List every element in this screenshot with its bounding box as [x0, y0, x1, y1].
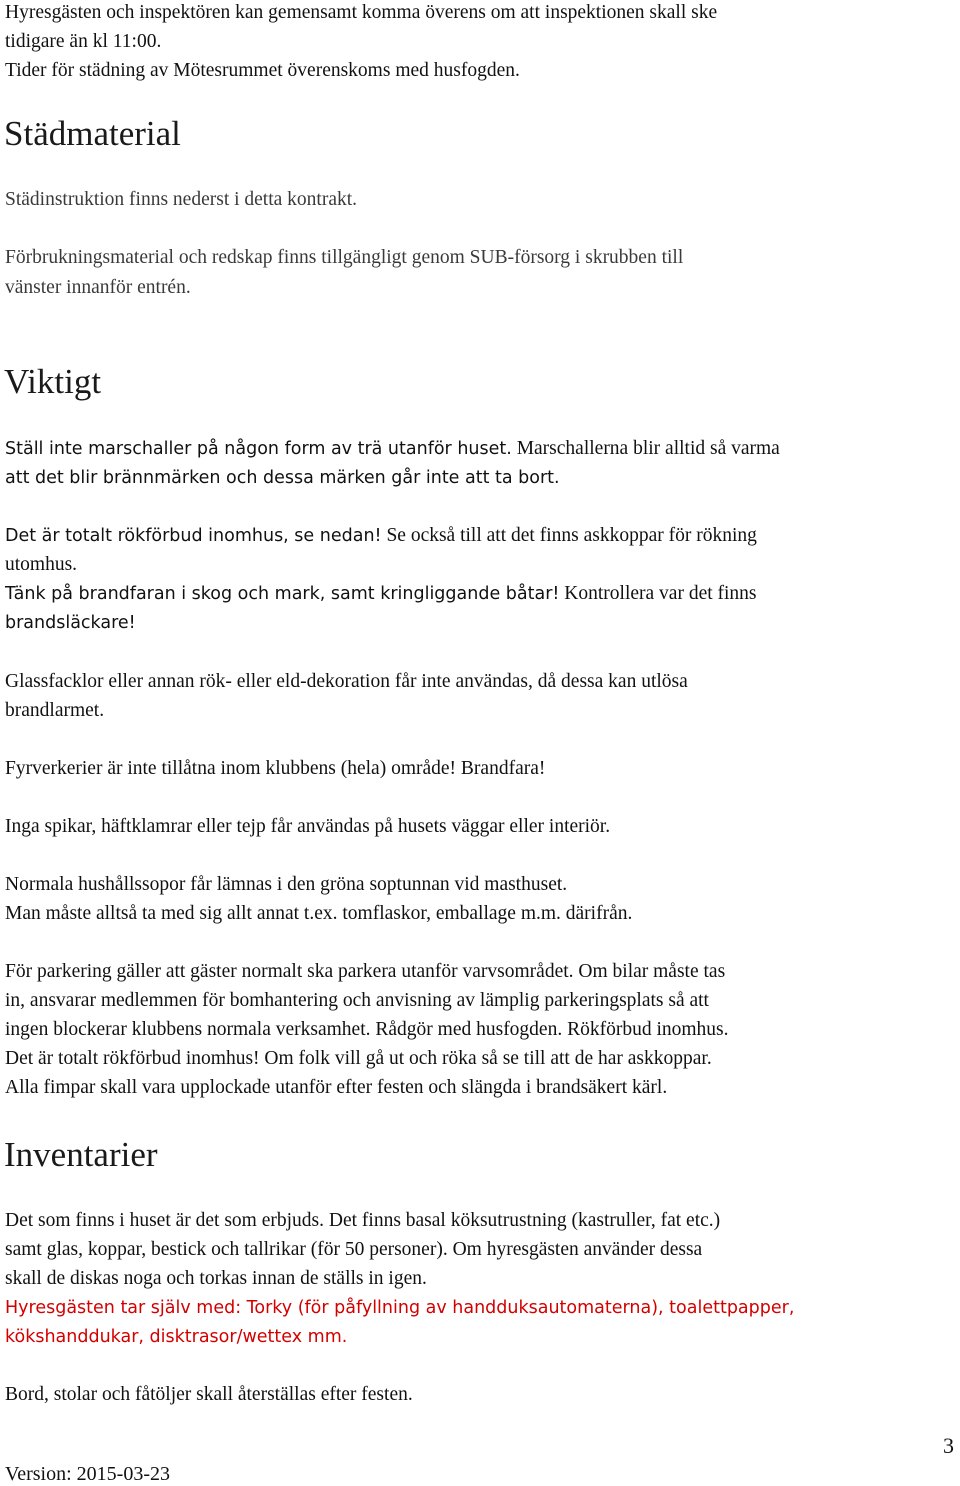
viktigt-p1-line-1b: Marschallerna blir alltid så varma: [511, 438, 780, 459]
viktigt-p7-line-3: ingen blockerar klubbens normala verksamhet. Rådgör med husfogden. Rökförbud inomhus.: [5, 1019, 729, 1040]
heading-viktigt: Viktigt: [4, 362, 102, 401]
inventarier-line-3: skall de diskas noga och torkas innan de ställs in igen.: [5, 1268, 427, 1289]
stadmaterial-line-2: Förbrukningsmaterial och redskap finns tillgängligt genom SUB-försorg i skrubben till: [5, 247, 684, 268]
intro-line-1: Hyresgästen och inspektören kan gemensamt komma överens om att inspektionen skall ske: [5, 2, 718, 23]
inventarier-red-line-2: [5, 1325, 347, 1349]
viktigt-p2-line-1: [5, 524, 757, 548]
inventarier-line-1: Det som finns i huset är det som erbjuds. Det finns basal köksutrustning (kastruller, fat etc.): [5, 1210, 721, 1231]
viktigt-p6-line-1: Normala hushållssopor får lämnas i den gröna soptunnan vid masthuset.: [5, 874, 568, 895]
stadmaterial-line-3: vänster innanför entrén.: [5, 277, 191, 298]
viktigt-p1-line-2: [5, 466, 560, 490]
viktigt-p2-line-3: [5, 582, 757, 606]
viktigt-p1-line-1: [5, 437, 780, 461]
viktigt-p3-line-2: brandlarmet.: [5, 700, 105, 721]
viktigt-p2-line-3b: Kontrollera var det finns: [559, 583, 757, 604]
viktigt-p3-line-1: Glassfacklor eller annan rök- eller eld-dekoration får inte användas, då dessa kan utlösa: [5, 671, 688, 692]
viktigt-p2-line-4: [5, 611, 136, 635]
version-text: Version: 2015-03-23: [5, 1463, 170, 1485]
inventarier-line-4: Bord, stolar och fåtöljer skall återställas efter festen.: [5, 1384, 413, 1405]
heading-inventarier: Inventarier: [4, 1135, 158, 1174]
intro-line-3: Tider för städning av Mötesrummet överenskoms med husfogden.: [5, 60, 520, 81]
intro-line-2: tidigare än kl 11:00.: [5, 31, 162, 52]
inventarier-red-line-1-text: Hyresgästen tar själv med: Torky (för påfyllning av handduksautomaterna), toalettpapper,: [5, 1298, 795, 1318]
viktigt-p2-line-1b: Se också till att det finns askkoppar för rökning: [381, 525, 757, 546]
viktigt-p6-line-2: Man måste alltså ta med sig allt annat t.ex. tomflaskor, emballage m.m. därifrån.: [5, 903, 633, 924]
viktigt-p2-line-1a: Det är totalt rökförbud inomhus, se nedan!: [5, 526, 382, 546]
viktigt-p1-line-2-text: att det blir brännmärken och dessa märken går inte att ta bort.: [5, 468, 560, 488]
viktigt-p2-line-4-text: brandsläckare!: [5, 613, 136, 633]
viktigt-p7-line-5: Alla fimpar skall vara upplockade utanför efter festen och slängda i brandsäkert kärl.: [5, 1077, 668, 1098]
inventarier-red-line-2-text: kökshanddukar, disktrasor/wettex mm.: [5, 1327, 348, 1347]
viktigt-p7-line-4: Det är totalt rökförbud inomhus! Om folk vill gå ut och röka så se till att de har askkoppar.: [5, 1048, 712, 1069]
viktigt-p1-line-1a: Ställ inte marschaller på någon form av trä utanför huset.: [5, 439, 512, 459]
viktigt-p7-line-2: in, ansvarar medlemmen för bomhantering och anvisning av lämplig parkeringsplats så att: [5, 990, 709, 1011]
heading-stadmaterial: Städmaterial: [4, 114, 181, 153]
viktigt-p5-line-1: Inga spikar, häftklamrar eller tejp får användas på husets väggar eller interiör.: [5, 816, 611, 837]
viktigt-p4-line-1: Fyrverkerier är inte tillåtna inom klubbens (hela) område! Brandfara!: [5, 758, 546, 779]
inventarier-line-2: samt glas, koppar, bestick och tallrikar (för 50 personer). Om hyresgästen använder dessa: [5, 1239, 703, 1260]
viktigt-p2-line-3a: Tänk på brandfaran i skog och mark, samt kringliggande båtar!: [5, 584, 560, 604]
inventarier-red-line-1: [5, 1296, 794, 1320]
stadmaterial-line-1: Städinstruktion finns nederst i detta kontrakt.: [5, 189, 358, 210]
viktigt-p2-line-2: utomhus.: [5, 554, 78, 575]
page-number: 3: [943, 1433, 954, 1458]
viktigt-p7-line-1: För parkering gäller att gäster normalt ska parkera utanför varvsområdet. Om bilar måste tas: [5, 961, 726, 982]
